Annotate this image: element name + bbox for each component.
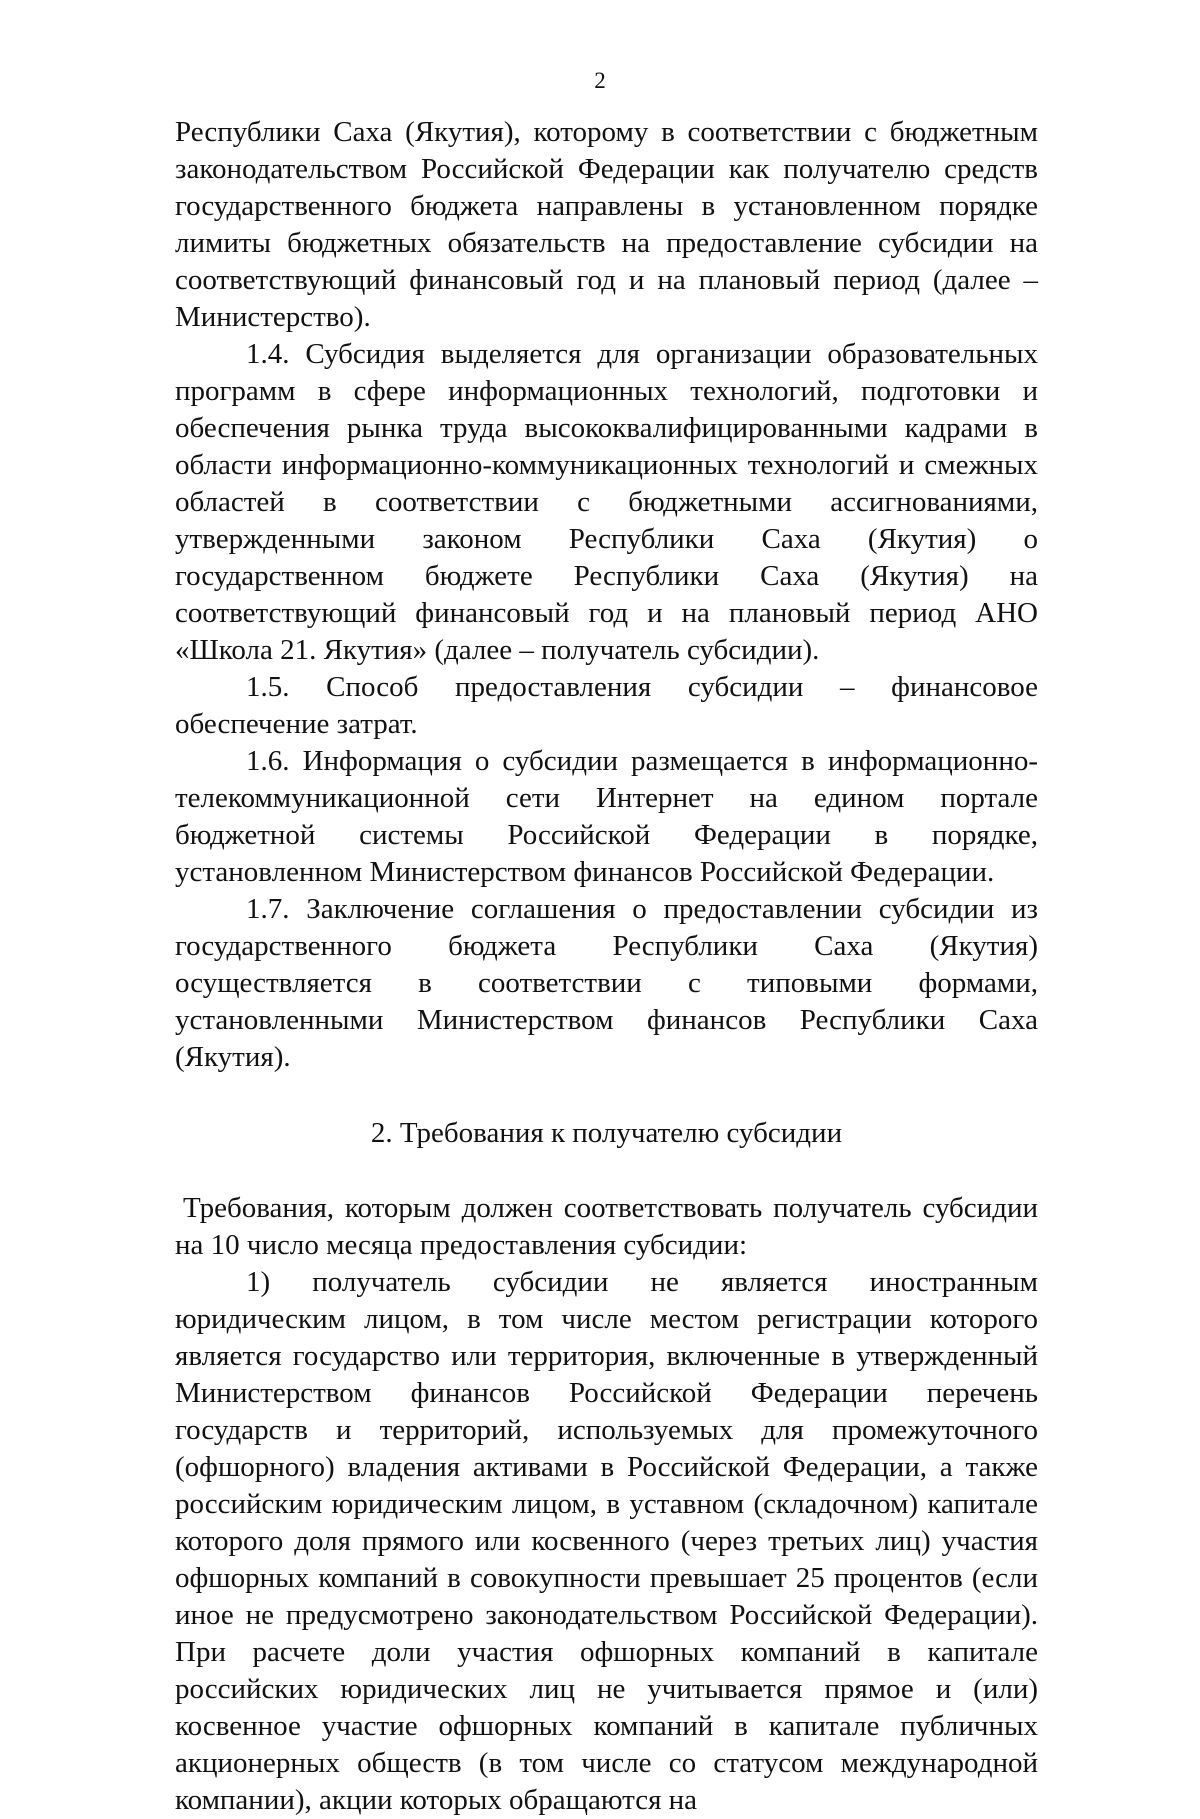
paragraph-1-6: 1.6. Информация о субсидии размещается в информационно-телекоммуникационной сети Интернет на едином портале бюджетной системы Российской Федерации в порядке, установленном Министерством финансов Российской Федерации. [175, 745, 1038, 888]
page-number: 2 [594, 68, 606, 93]
paragraph-requirement-1: 1) получатель субсидии не является иностранным юридическим лицом, в том числе местом регистрации которого является государство или территория, включенные в утвержденный Министерством финансов Российской Федерации перечень государств и территорий, используемых для промежуточного (офшорного) владения активами в Российской Федерации, а также российским юридическим лицом, в уставном (складочном) капитале которого доля прямого или косвенного (через третьих лиц) участия офшорных компаний в совокупности превышает 25 процентов (если иное не предусмотрено законодательством Российской Федерации). При расчете доли участия офшорных компаний в капитале российских юридических лиц не учитывается прямое и (или) косвенное участие офшорных компаний в капитале публичных акционерных обществ (в том числе со статусом международной компании), акции которых обращаются на [175, 1266, 1038, 1816]
paragraph-1-5: 1.5. Способ предоставления субсидии – финансовое обеспечение затрат. [175, 671, 1038, 740]
document-body [175, 114, 1038, 1819]
section-heading: 2. Требования к получателю субсидии [370, 1117, 843, 1149]
paragraph-requirements-intro: Требования, которым должен соответствовать получатель субсидии на 10 число месяца предоставления субсидии: [175, 1192, 1038, 1261]
paragraph-1-7: 1.7. Заключение соглашения о предоставлении субсидии из государственного бюджета Республики Саха (Якутия) осуществляется в соответствии с типовыми формами, установленными Министерством финансов Республики Саха (Якутия). [175, 893, 1038, 1073]
paragraph-continuation: Республики Саха (Якутия), которому в соответствии с бюджетным законодательством Российской Федерации как получателю средств государственного бюджета направлены в установленном порядке лимиты бюджетных обязательств на предоставление субсидии на соответствующий финансовый год и на плановый период (далее – Министерство). [175, 116, 1038, 333]
paragraph-1-4: 1.4. Субсидия выделяется для организации образовательных программ в сфере информационных технологий, подготовки и обеспечения рынка труда высококвалифицированными кадрами в области информационно-коммуникационных технологий и смежных областей в соответствии с бюджетными ассигнованиями, утвержденными законом Республики Саха (Якутия) о государственном бюджете Республики Саха (Якутия) на соответствующий финансовый год и на плановый период АНО «Школа 21. Якутия» (далее – получатель субсидии). [175, 338, 1038, 666]
